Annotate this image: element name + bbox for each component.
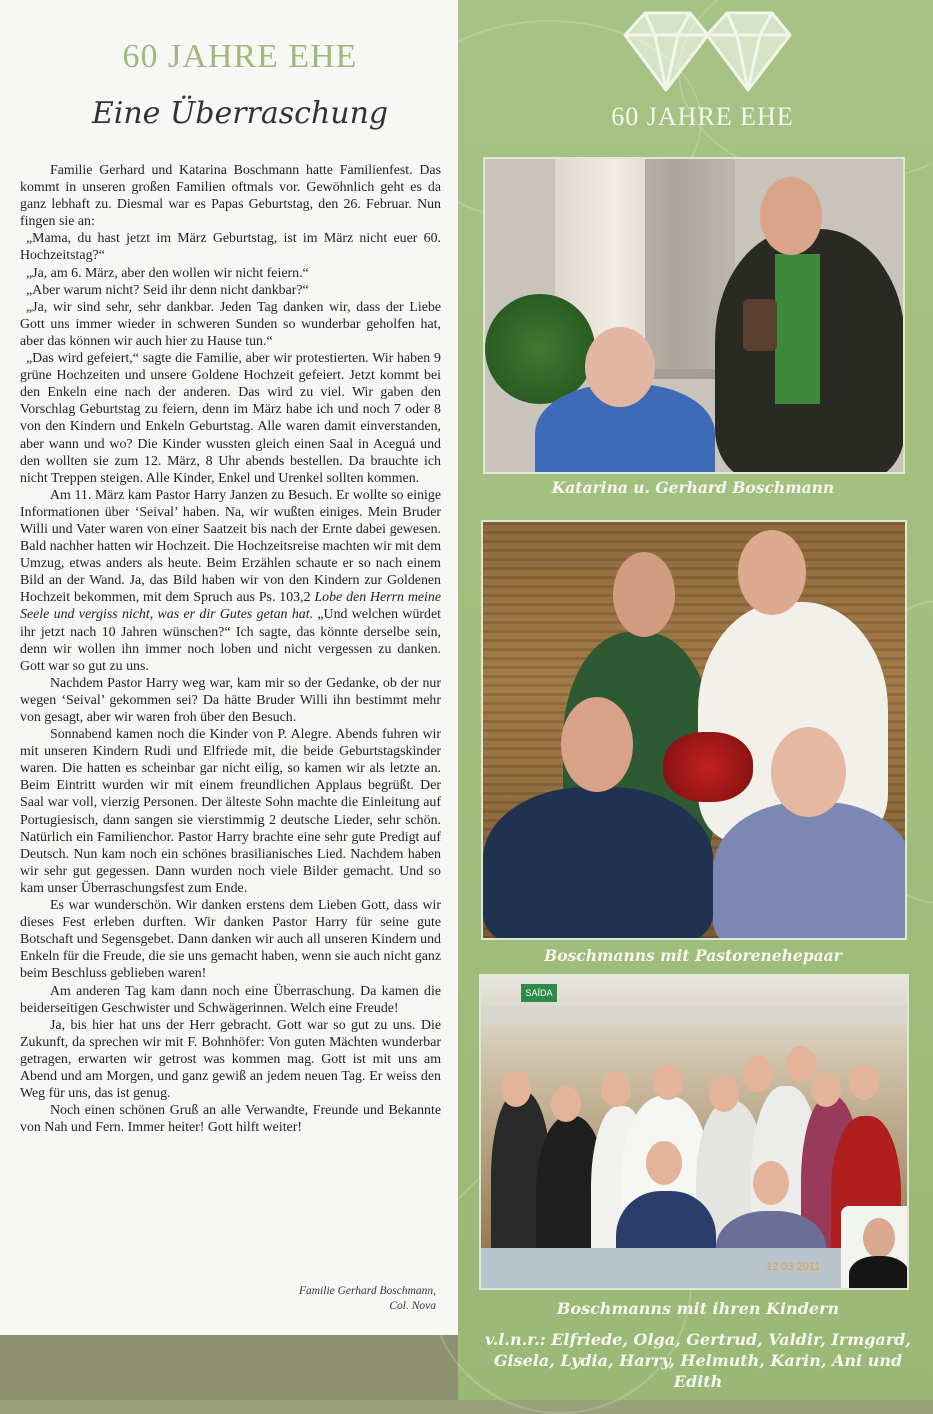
paragraph: Nachdem Pastor Harry weg war, kam mir so der Gedanke, ob der nur wegen ‘Seival’ gekommen sei? Da hätte Bruder Willi ihn bestimmt mehr von gesagt, aber wir waren froh über den Besuch.	[20, 675, 441, 725]
roses-bouquet	[663, 732, 753, 802]
photo-couple	[483, 157, 905, 474]
face	[743, 1056, 773, 1092]
article-title: 60 JAHRE EHE	[122, 38, 358, 75]
article-subtitle: Eine Überraschung	[91, 96, 389, 131]
caption-pastor-couple: Boschmanns mit Pastorenehepaar	[544, 946, 842, 965]
face	[551, 1086, 581, 1122]
psalm-quote: Lobe den Herrn meine Seele und vergiss nicht, was er dir Gutes getan hat.	[20, 590, 441, 623]
katarina-head	[771, 727, 846, 817]
face	[786, 1046, 816, 1082]
paragraph: Noch einen schönen Gruß an alle Verwandte, Freunde und Bekannte von Nah und Fern. Immer heiter! Gott hilft weiter!	[20, 1103, 441, 1136]
katarina-figure	[713, 802, 907, 940]
photo-family-children	[479, 974, 909, 1290]
plant	[485, 294, 595, 404]
paragraph: Familie Gerhard und Katarina Boschmann hatte Familienfest. Das kommt in unseren großen Familien oftmals vor. Gewöhnlich geht es da ganz lebhaft zu. Diesmal war es Papas Geburtstag, den 26. Februar. Nun fingen sie an:	[20, 163, 441, 230]
diamond-rings-icon	[620, 5, 795, 95]
face	[709, 1076, 739, 1112]
paragraph: Es war wunderschön. Wir danken erstens dem Lieben Gott, dass wir dieses Fest erleben durften. Wir danken Pastor Harry für seine gute Botschaft und Segensgebet. Dann danken wir auch all unseren Kindern und Enkeln für die Freude, die sie uns gemacht haben, wenn sie auch nicht ganz beim Beschluss geblieben waren!	[20, 898, 441, 982]
ceiling-lights	[481, 1006, 907, 1024]
article-page	[0, 0, 458, 1335]
photo-page-title: 60 JAHRE EHE	[611, 102, 794, 131]
exit-sign: SAÍDA	[521, 984, 557, 1002]
face	[646, 1141, 682, 1185]
gerhard-head	[561, 697, 633, 792]
signature	[136, 1284, 436, 1314]
face	[849, 1064, 879, 1100]
paragraph: „Ja, wir sind sehr, sehr dankbar. Jeden Tag danken wir, dass der Liebe Gott uns immer wieder in schweren Sunden so wunderbar geholfen hat, aber das können wir auch hier zu Hause tun.“	[20, 299, 441, 349]
paragraph	[20, 487, 441, 675]
face	[601, 1071, 631, 1107]
photo-pastor-couple	[481, 520, 907, 940]
face	[753, 1161, 789, 1205]
mate-cup	[743, 299, 777, 351]
face	[653, 1064, 683, 1100]
article-body	[20, 162, 441, 1136]
signature-name: Familie Gerhard Boschmann,	[298, 1285, 436, 1297]
pastor-wife-head	[613, 552, 675, 637]
caption-family: Boschmanns mit ihren Kindern	[556, 1299, 840, 1318]
paragraph-text: „Und welchen würdet ihr jetzt nach 10 Jahren wünschen?“ Ich sagte, das könnte derselbe sein, denn wir wollen ihn immer noch loben und nicht vergessen zu danken. Gott war so gut zu uns.	[20, 607, 441, 674]
paragraph: Ja, bis hier hat uns der Herr gebracht. Gott war so gut zu uns. Die Zukunft, da sprechen wir mit F. Bohnhöfer: Von guten Mächten wunderbar getragen, erwarten wir getrost was kommen mag. Gott ist mit uns am Abend und am Morgen, und ganz gewiß an jedem neuen Tag. Er weiss den Weg für uns, das ist genug.	[20, 1017, 441, 1102]
face	[501, 1071, 531, 1107]
caption-couple: Katarina u. Gerhard Boschmann	[551, 478, 835, 497]
face	[811, 1071, 841, 1107]
paragraph-text: Am 11. März kam Pastor Harry Janzen zu Besuch. Er wollte so einige Informationen über ‘Seival’ haben. Na, wir wußten einiges. Mein Bruder Willi und Vater waren von einer Saatzeit bis nach der Ernte dabei gewesen. Bald nachher hatten wir Hochzeit. Die Hochzeitsreise machten wir mit dem Umzug, etwas anders als heute. Beim Erzählen schaute er so nach einem Bild an der Wand. Ja, das Bild haben wir von den Kindern zur Goldenen Hochzeit bekommen, mit dem Spruch aus Ps. 103,2	[20, 487, 441, 606]
pastor-head	[738, 530, 806, 615]
inset-figure	[849, 1256, 909, 1290]
paragraph: Sonnabend kamen noch die Kinder von P. Alegre. Abends fuhren wir mit unseren Kindern Rudi und Elfriede mit, die beide Geburtstagskinder waren. Die hatten es scheinbar gar nicht eilig, so kamen wir als letzte an. Beim Eintritt wurden wir mit einem freundlichen Applaus begrüßt. Der Saal war voll, vierzig Personen. Der älteste Sohn machte die Einleitung auf Portugiesisch, dann sangen sie vierstimmig 2 deutsche Lieder, sehr schön. Natürlich ein Familienchor. Pastor Harry brachte eine sehr gute Predigt auf Deutsch. Nun kam noch ein schönes brasilianisches Lied. Nachdem haben wir sehr gut gegessen. Dann wurden noch viele Bilder gemacht. Und so kam unser Überraschungsfest zum Ende.	[20, 727, 441, 896]
woman-head	[585, 327, 655, 407]
inset-face	[863, 1218, 895, 1258]
paragraph: „Das wird gefeiert,“ sagte die Familie, aber wir protestierten. Wir haben 9 grüne Hochzeiten und unsere Goldene Hochzeit gefeiert. Jetzt kommt bei den Enkeln eine nach der anderen. Das wird zu viel. Wir gaben den Vorschlag Geburtstag zu feiern, denn im März habe ich und noch 7 oder 8 von den Kindern und Enkeln Geburtstag. Alle waren damit einverstanden, aber wann und wo? Die Kinder wussten gleich einen Saal in Aceguá und den wollten sie zum 12. März, 8 Uhr abends bestellen. Da brauchte ich nicht Treppen steigen. Alle Kinder, Enkel und Urenkel sollten kommen.	[20, 351, 441, 486]
gerhard-figure	[483, 787, 713, 940]
paragraph: „Aber warum nicht? Seid ihr denn nicht dankbar?“	[26, 282, 309, 298]
man-head	[760, 177, 822, 255]
paragraph: „Mama, du hast jetzt im März Geburtstag, ist im März nicht euer 60. Hochzeitstag?“	[20, 231, 441, 264]
photo-date-stamp: 12 03 2011	[766, 1261, 821, 1273]
green-shirt	[775, 254, 820, 404]
paragraph: Am anderen Tag kam dann noch eine Überraschung. Da kamen die beiderseitigen Geschwister und Schwägerinnen. Welch eine Freude!	[20, 983, 441, 1016]
caption-names-line1: v.l.n.r.: Elfriede, Olga, Gertrud, Valdir, Irmgard,	[485, 1330, 911, 1349]
signature-place: Col. Nova	[389, 1300, 436, 1312]
page-edge	[0, 1335, 458, 1400]
inset-portrait	[841, 1206, 909, 1290]
paragraph: „Ja, am 6. März, aber den wollen wir nicht feiern.“	[26, 265, 309, 281]
caption-names-line2: Gisela, Lydia, Harry, Helmuth, Karin, Ani und Edith	[493, 1351, 903, 1391]
